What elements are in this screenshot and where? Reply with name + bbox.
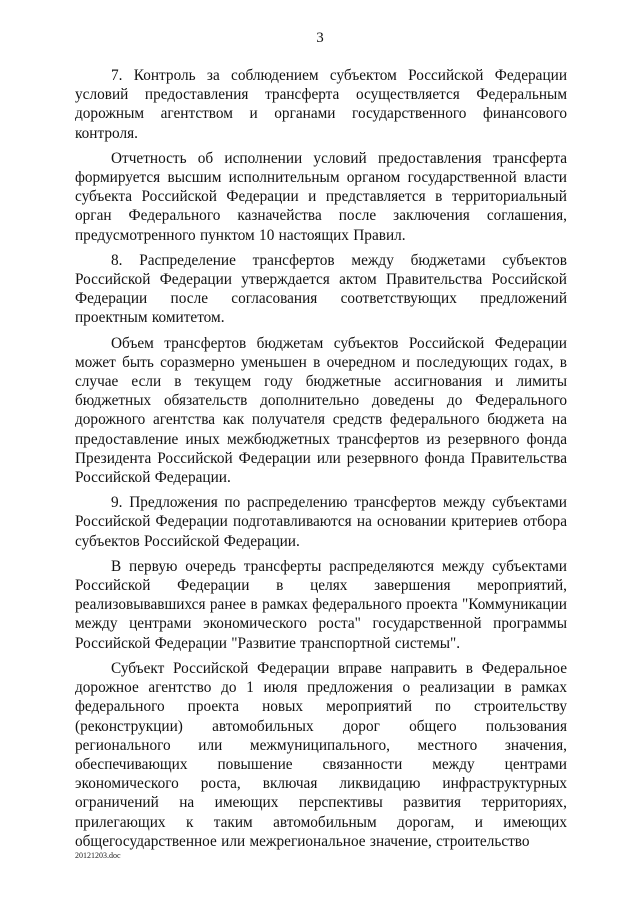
paragraph-9-proposals: 9. Предложения по распределению трансфертов между субъектами Российской Федерации подготавливаются на основании критериев отбора субъектов Российской Федерации. bbox=[75, 494, 567, 550]
paragraph-transfer-volume: Объем трансфертов бюджетам субъектов Российской Федерации может быть соразмерно уменьшен в очередном и последующих годах, в случае если в текущем году бюджетные ассигнования и лимиты бюджетных обязательств дополнительно доведены до Федерального дорожного агентства как получателя средств федерального бюджета на предоставление иных межбюджетных трансфертов из резервного фонда Президента Российской Федерации или резервного фонда Правительства Российской Федерации. bbox=[75, 334, 567, 487]
footer-filename: 20121203.doc bbox=[75, 851, 121, 860]
page-number: 3 bbox=[316, 30, 324, 46]
paragraph-8-distribution: 8. Распределение трансфертов между бюджетами субъектов Российской Федерации утверждается актом Правительства Российской Федерации после согласования соответствующих предложений проектным комитетом. bbox=[75, 251, 567, 327]
paragraph-priority: В первую очередь трансферты распределяются между субъектами Российской Федерации в целях завершения мероприятий, реализовывавшихся ранее в рамках федерального проекта "Коммуникации между центрами экономического роста" государственной программы Российской Федерации "Развитие транспортной системы". bbox=[75, 557, 567, 652]
paragraph-reporting: Отчетность об исполнении условий предоставления трансферта формируется высшим исполнительным органом государственной власти субъекта Российской Федерации и представляется в территориальный орган Федерального казначейства после заключения соглашения, предусмотренного пунктом 10 настоящих Правил. bbox=[75, 149, 567, 244]
document-body bbox=[75, 66, 567, 851]
paragraph-subject-right: Субъект Российской Федерации вправе направить в Федеральное дорожное агентство до 1 июля предложения о реализации в рамках федерального проекта новых мероприятий по строительству (реконструкции) автомобильных дорог общего пользования регионального или межмуниципального, местного значения, обеспечивающих повышение связанности между центрами экономического роста, включая ликвидацию инфраструктурных ограничений на имеющих перспективы развития территориях, прилегающих к таким автомобильным дорогам, и имеющих общегосударственное или межрегиональное значение, строительство bbox=[75, 659, 567, 850]
paragraph-7-control: 7. Контроль за соблюдением субъектом Российской Федерации условий предоставления трансферта осуществляется Федеральным дорожным агентством и органами государственного финансового контроля. bbox=[75, 67, 567, 142]
